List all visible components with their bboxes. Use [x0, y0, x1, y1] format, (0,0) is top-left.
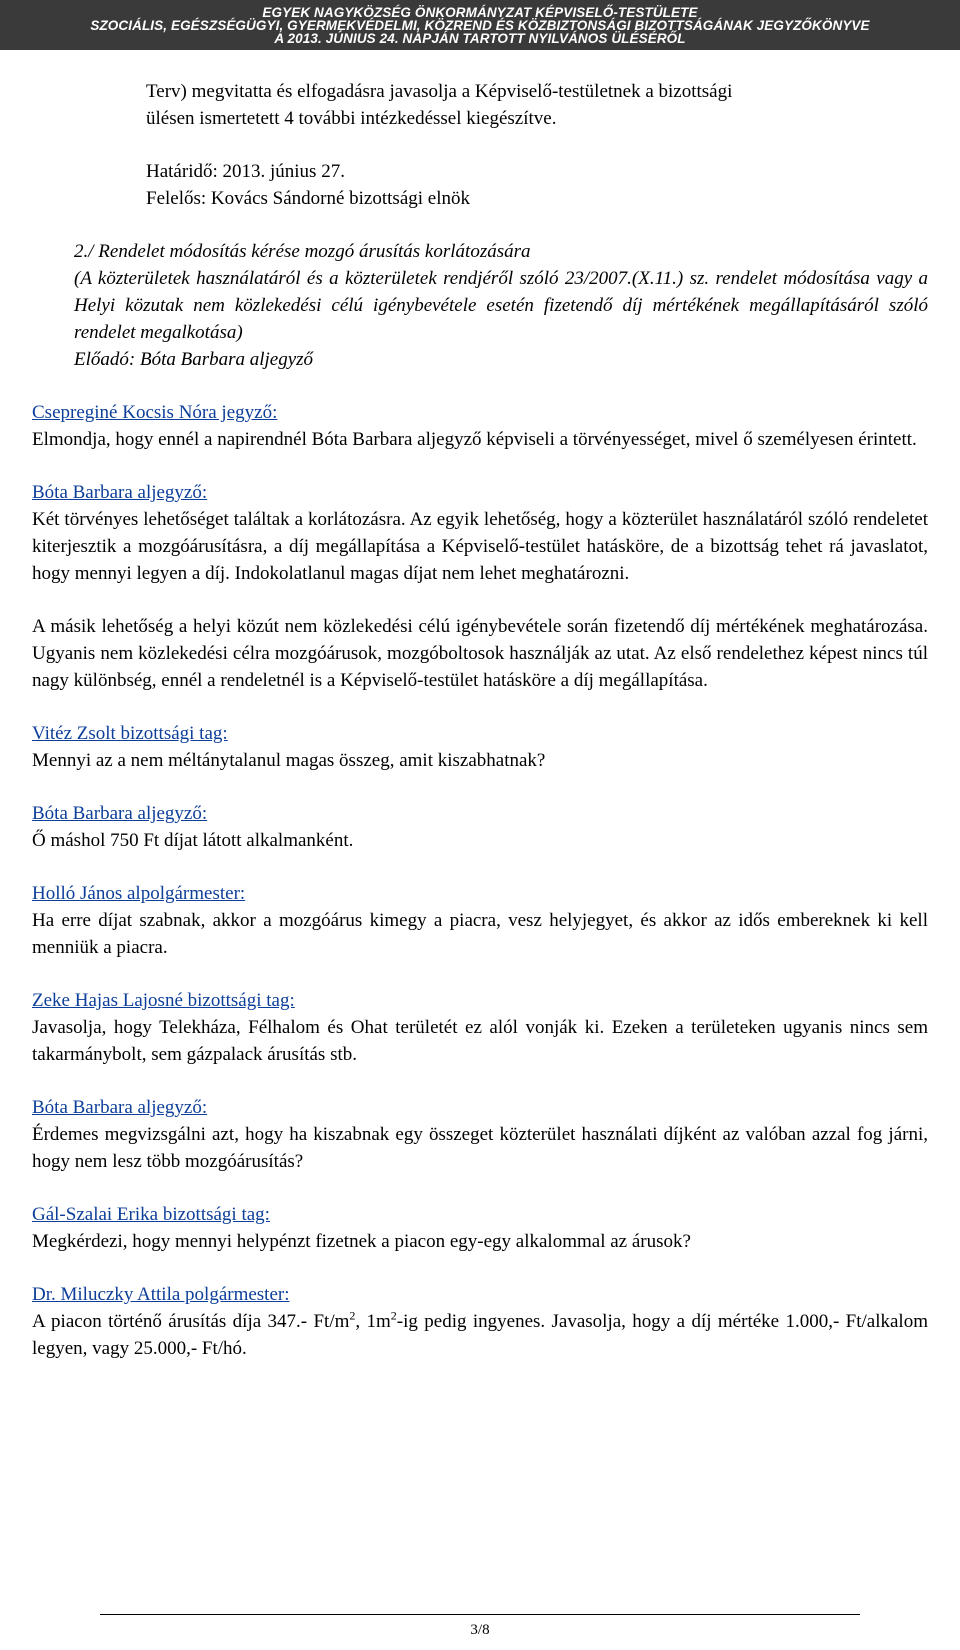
- page-body: [32, 50, 928, 1362]
- speaker-name: Bóta Barbara aljegyző:: [32, 1097, 208, 1118]
- footer-divider: [100, 1614, 860, 1615]
- entry-paragraph: A másik lehetőség a helyi közút nem közlekedési célú igénybevétele során fizetendő díj mértékének meghatározása. Ugyanis nem közlekedési célra mozgóárusok, mozgóboltosok használják az utat. Az első rendelethez képest nincs túl nagy különbség, ennél a rendeletnél is a Képviselő-testület hatásköre a díj megállapítása.: [32, 616, 928, 691]
- responsible: Felelős: Kovács Sándorné bizottsági elnök: [146, 188, 470, 209]
- minutes-entries: [32, 373, 928, 1255]
- entry-paragraph: Megkérdezi, hogy mennyi helypénzt fizetnek a piacon egy-egy alkalommal az árusok?: [32, 1231, 691, 1252]
- header-line-2: SZOCIÁLIS, EGÉSZSÉGÜGYI, GYERMEKVÉDELMI, KÖZREND ÉS KÖZBIZTONSÁGI BIZOTTSÁGÁNAK JEGYZŐKÖNYVE: [90, 18, 870, 33]
- entry-paragraph: Érdemes megvizsgálni azt, hogy ha kiszabnak egy összeget közterület használati díjként az valóban azzal fog járni, hogy nem lesz több mozgóárusítás?: [32, 1124, 928, 1172]
- entry-paragraph: Ha erre díjat szabnak, akkor a mozgóárus kimegy a piacra, vesz helyjegyet, és akkor az idős embereknek ki kell menniük a piacra.: [32, 910, 928, 958]
- header-line-1: EGYEK NAGYKÖZSÉG ÖNKORMÁNYZAT KÉPVISELŐ-TESTÜLETE: [262, 5, 698, 20]
- speaker-name: Zeke Hajas Lajosné bizottsági tag:: [32, 990, 295, 1011]
- deadline: Határidő: 2013. június 27.: [146, 161, 345, 182]
- entry-paragraph: Mennyi az a nem méltánytalanul magas összeg, amit kiszabhatnak?: [32, 750, 546, 771]
- speaker-name: Dr. Miluczky Attila polgármester:: [32, 1284, 290, 1305]
- entry-paragraph: Elmondja, hogy ennél a napirendnél Bóta Barbara aljegyző képviseli a törvényességet, mivel ő személyesen érintett.: [32, 429, 917, 450]
- speaker-name: Holló János alpolgármester:: [32, 883, 246, 904]
- document-header: [0, 0, 960, 50]
- agenda-item: [74, 238, 928, 373]
- agenda-presenter: Előadó: Bóta Barbara aljegyző: [74, 349, 314, 370]
- speaker-name: Bóta Barbara aljegyző:: [32, 482, 208, 503]
- entry-paragraph: Két törvényes lehetőséget találtak a korlátozásra. Az egyik lehetőség, hogy a közterület használatáról szóló rendeletet kiterjesztik a mozgóárusításra, a díj megállapítása a Képviselő-testület hatásköre, de a bizottság tehet rá javaslatot, hogy mennyi legyen a díj. Indokolatlanul magas díjat nem lehet meghatározni.: [32, 509, 928, 584]
- header-line-3: A 2013. JÚNIUS 24. NAPJÁN TARTOTT NYILVÁNOS ÜLÉSÉRŐL: [274, 31, 686, 46]
- speaker-name: Vitéz Zsolt bizottsági tag:: [32, 723, 228, 744]
- speaker-name: Gál-Szalai Erika bizottsági tag:: [32, 1204, 270, 1225]
- page-number: 3/8: [470, 1622, 490, 1638]
- speaker-name: Bóta Barbara aljegyző:: [32, 803, 208, 824]
- intro-line-2: ülésen ismertetett 4 további intézkedéssel kiegészítve.: [146, 108, 557, 129]
- entry-paragraph: Javasolja, hogy Telekháza, Félhalom és Ohat területét ez alól vonják ki. Ezeken a területeken ugyanis nincs sem takarmánybolt, sem gázpalack árusítás stb.: [32, 1017, 928, 1065]
- agenda-title: 2./ Rendelet módosítás kérése mozgó árusítás korlátozására: [74, 241, 531, 262]
- agenda-detail: (A közterületek használatáról és a közterületek rendjéről szóló 23/2007.(X.11.) sz. rendelet módosítása vagy a Helyi közutak nem közlekedési célú igénybevétele esetén fizetendő díj mértékének megállapításáról szóló rendelet megalkotása): [74, 268, 928, 343]
- entry-paragraph: Ő máshol 750 Ft díjat látott alkalmanként.: [32, 830, 354, 851]
- speaker-name: Csepreginé Kocsis Nóra jegyző:: [32, 402, 278, 423]
- intro-line-1: Terv) megvitatta és elfogadásra javasolja a Képviselő-testületnek a bizottsági: [146, 81, 733, 102]
- entry-paragraph: A piacon történő árusítás díja 347.- $Ft/m^2$, $1m^2-ig$ pedig ingyenes. Javasolja, hogy a díj mértéke 1.000,- Ft/alkalom legyen, vagy 25.000,- Ft/hó.: [32, 1308, 928, 1359]
